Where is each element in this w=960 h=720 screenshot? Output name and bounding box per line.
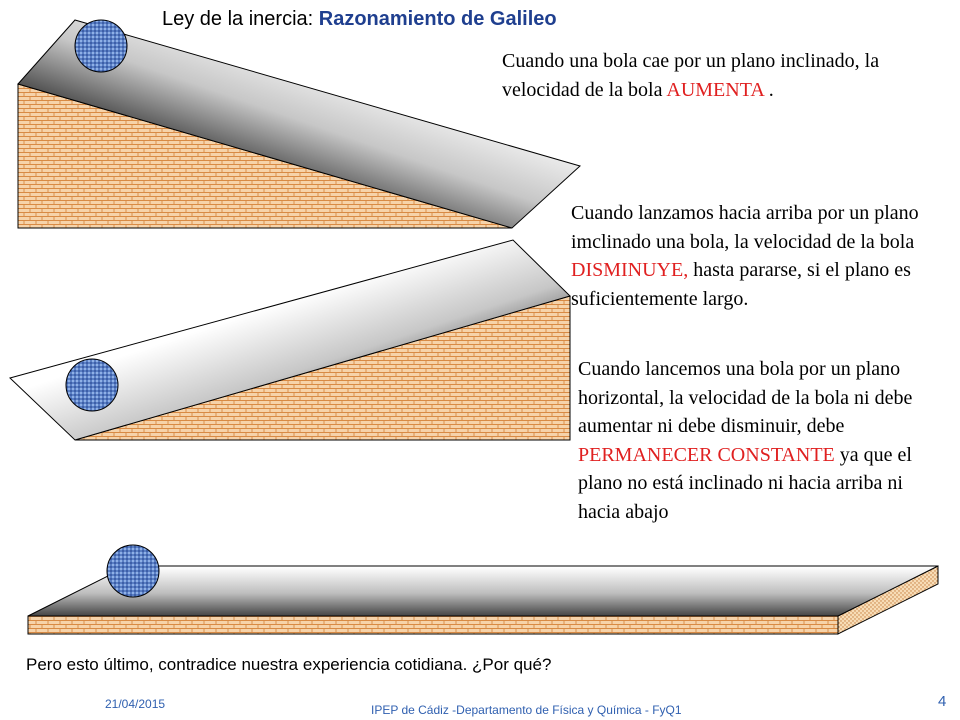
keyword-permanecer-constante: PERMANECER CONSTANTE <box>578 443 835 466</box>
explanation-text: Cuando lancemos una bola por un plano horizontal, la velocidad de la bola ni debe aumentar ni debe disminuir, debe <box>578 358 913 438</box>
closing-question: Pero esto último, contradice nuestra experiencia cotidiana. ¿Por qué? <box>26 655 552 674</box>
keyword-disminuye: DISMINUYE, <box>571 259 689 282</box>
plane-front-face <box>28 616 838 634</box>
explanation-text: . <box>763 78 774 101</box>
plane-top-surface <box>28 566 938 616</box>
explanation-text: Cuando una bola cae por un plano inclinado, la velocidad de la bola <box>502 50 880 101</box>
inclined-plane-ascending <box>10 240 570 440</box>
explanation-ascending <box>571 199 951 313</box>
explanation-descending <box>502 47 947 104</box>
title-prefix: Ley de la inercia: <box>162 8 319 30</box>
ball-icon <box>107 545 159 597</box>
ball-icon <box>66 359 118 411</box>
explanation-text: Cuando lanzamos hacia arriba por un plano imclinado una bola, la velocidad de la bola <box>571 202 919 253</box>
title-highlight: Razonamiento de Galileo <box>318 8 557 30</box>
ball-icon <box>75 20 127 72</box>
explanation-text: hasta pararse, si el plano es suficientemente largo. <box>571 259 911 310</box>
inclined-plane-descending <box>18 20 580 228</box>
horizontal-plane <box>28 545 938 634</box>
keyword-aumenta: AUMENTA <box>666 78 764 101</box>
footer-date: 21/04/2015 <box>105 697 166 711</box>
explanation-text: ya que el plano no está inclinado ni hacia arriba ni hacia abajo <box>578 443 912 523</box>
slide-title <box>162 8 557 31</box>
explanation-horizontal <box>578 355 938 527</box>
page-number: 4 <box>938 693 947 710</box>
footer-text: IPEP de Cádiz -Departamento de Física y Química - FyQ1 <box>371 703 682 717</box>
